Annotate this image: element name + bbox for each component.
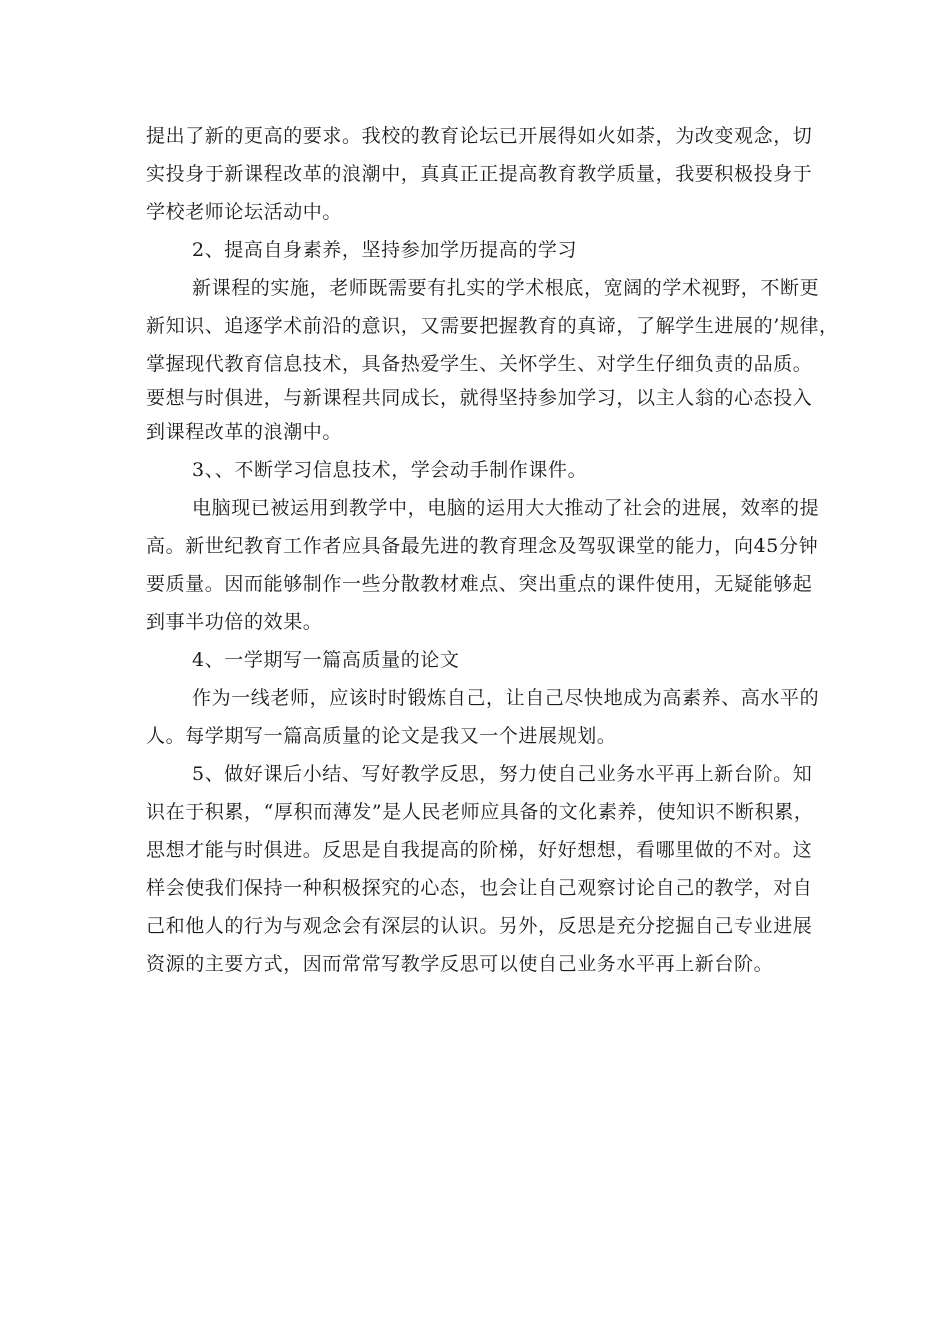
paragraph-line: 样会使我们保持一种积极探究的心态，也会让自己观察讨论自己的教学，对自 (146, 877, 813, 899)
paragraph-line: 作为一线老师，应该时时锻炼自己，让自己尽快地成为高素养、高水平的 (192, 687, 820, 709)
paragraph-line: 新知识、追逐学术前沿的意识，又需要把握教育的真谛，了解学生进展的’规律， (146, 315, 839, 337)
paragraph-line: 到事半功倍的效果。 (146, 611, 323, 633)
section-heading-4: 4、一学期写一篇高质量的论文 (192, 649, 460, 671)
paragraph-line: 实投身于新课程改革的浪潮中，真真正正提高教育教学质量，我要积极投身于 (146, 163, 813, 185)
section-heading-5: 5、做好课后小结、写好教学反思，努力使自己业务水平再上新台阶。知 (192, 763, 813, 785)
paragraph-line: 己和他人的行为与观念会有深层的认识。另外，反思是充分挖掘自己专业进展 (146, 915, 813, 937)
paragraph-line: 资源的主要方式，因而常常写教学反思可以使自己业务水平再上新台阶。 (146, 953, 774, 975)
paragraph-line: 思想才能与时俱进。反思是自我提高的阶梯，好好想想，看哪里做的不对。这 (146, 839, 813, 861)
paragraph-line: 人。每学期写一篇高质量的论文是我又一个进展规划。 (146, 725, 617, 747)
paragraph-line: 到课程改革的浪潮中。 (146, 421, 343, 443)
paragraph-line: 识在于积累，“厚积而薄发”是人民老师应具备的文化素养，使知识不断积累， (146, 801, 814, 823)
paragraph-line: 新课程的实施，老师既需要有扎实的学术根底，宽阔的学术视野，不断更 (192, 277, 820, 299)
paragraph-line: 电脑现已被运用到教学中，电脑的运用大大推动了社会的进展，效率的提 (192, 497, 820, 519)
paragraph-line: 高。新世纪教育工作者应具备最先进的教育理念及驾驭课堂的能力，向45分钟 (146, 535, 819, 557)
paragraph-line: 提出了新的更高的要求。我校的教育论坛已开展得如火如荼，为改变观念，切 (146, 125, 813, 147)
paragraph-line: 掌握现代教育信息技术，具备热爱学生、关怀学生、对学生仔细负责的品质。 (146, 353, 813, 375)
section-heading-3: 3、、不断学习信息技术，学会动手制作课件。 (192, 459, 588, 481)
paragraph-line: 要质量。因而能够制作一些分散教材难点、突出重点的课件使用，无疑能够起 (146, 573, 813, 595)
paragraph-line: 学校老师论坛活动中。 (146, 201, 343, 223)
paragraph-line: 要想与时俱进，与新课程共同成长，就得坚持参加学习，以主人翁的心态投入 (146, 387, 813, 409)
section-heading-2: 2、提高自身素养，坚持参加学历提高的学习 (192, 239, 578, 261)
